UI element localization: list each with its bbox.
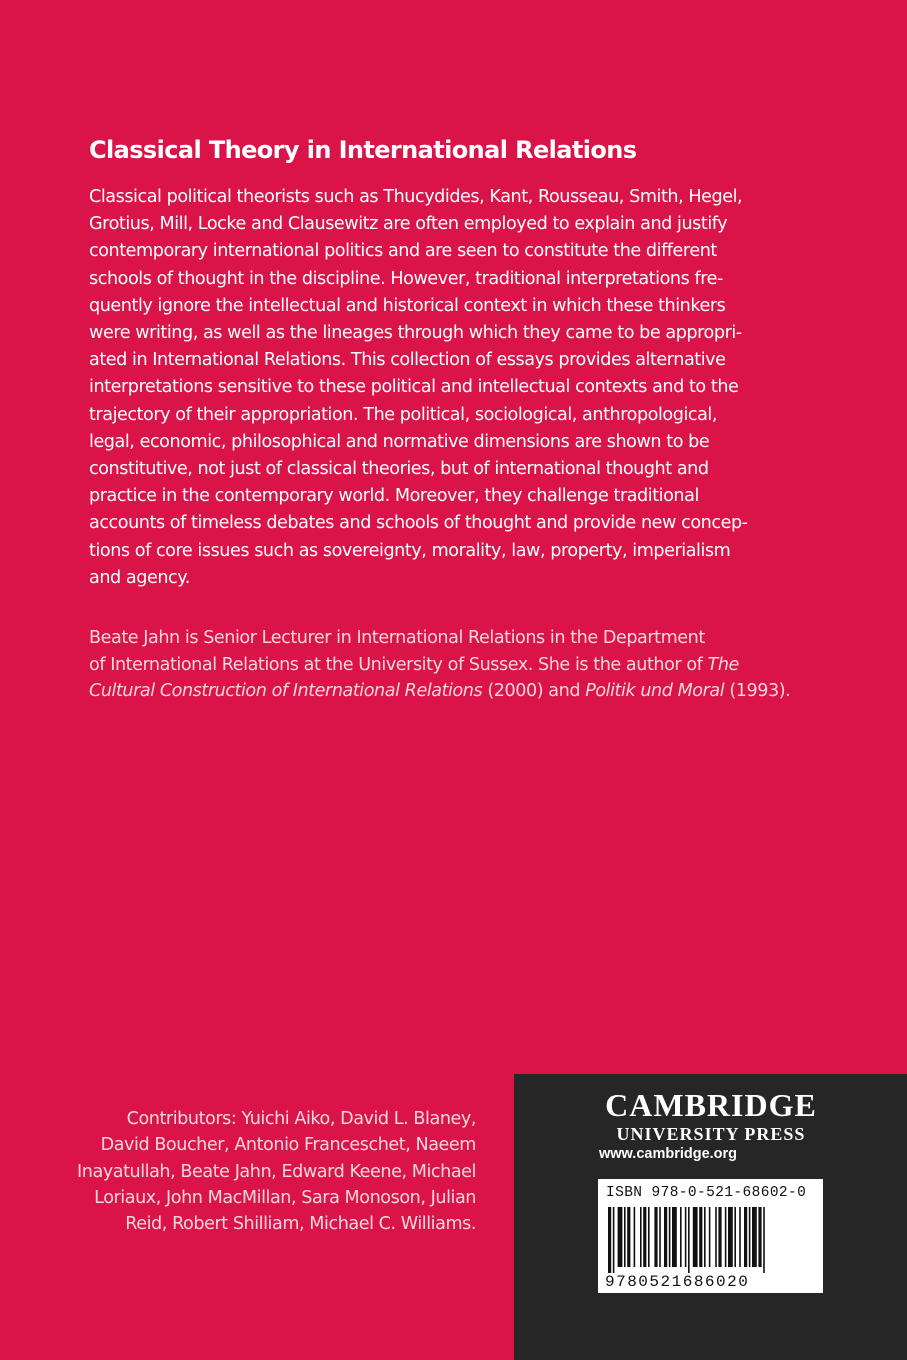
description-line: legal, economic, philosophical and normative dimensions are shown to be — [89, 431, 710, 452]
barcode-bar — [725, 1207, 727, 1267]
contributors-line: Inayatullah, Beate Jahn, Edward Keene, Michael — [77, 1161, 476, 1182]
barcode-bar — [688, 1207, 690, 1273]
barcode-bar — [624, 1207, 626, 1267]
editor-bio — [89, 625, 791, 705]
barcode-bar — [758, 1207, 761, 1267]
barcode-bar — [640, 1207, 642, 1267]
bio-book-title: Politik und Moral — [585, 681, 725, 701]
barcode-bar — [634, 1207, 636, 1267]
barcode-bar — [618, 1207, 623, 1267]
isbn-label: ISBN 978-0-521-68602-0 — [606, 1185, 807, 1201]
description-line: Grotius, Mill, Locke and Clausewitz are often employed to explain and justify — [89, 214, 728, 235]
barcode-bar — [715, 1207, 717, 1267]
barcode-bar — [744, 1207, 747, 1267]
bio-text: of International Relations at the University of Sussex. She is the author of — [89, 654, 708, 675]
bio-book-title: The — [707, 654, 739, 675]
description-line: practice in the contemporary world. Moreover, they challenge traditional — [89, 486, 699, 507]
barcode-bar — [664, 1207, 667, 1267]
contributors-line: Loriaux, John MacMillan, Sara Monoson, Julian — [94, 1187, 476, 1208]
description-line: Classical political theorists such as Thucydides, Kant, Rousseau, Smith, Hegel, — [89, 187, 743, 207]
contributors-line: Reid, Robert Shilliam, Michael C. Williams. — [125, 1214, 476, 1235]
barcode-bar — [699, 1207, 702, 1267]
description-line: ated in International Relations. This collection of essays provides alternative — [89, 350, 726, 371]
publisher-website: www.cambridge.org — [599, 1146, 738, 1162]
publisher-logo — [596, 1088, 826, 1144]
barcode-bar — [608, 1207, 611, 1273]
book-description — [89, 184, 748, 592]
barcode-bar — [693, 1207, 698, 1267]
barcode-bar — [734, 1207, 736, 1267]
contributors-line: David Boucher, Antonio Franceschet, Naeem — [100, 1135, 476, 1156]
publisher-subname: UNIVERSITY PRESS — [616, 1124, 806, 1144]
barcode-bar — [659, 1207, 661, 1267]
barcode-bar — [680, 1207, 682, 1267]
isbn-barcode-box — [598, 1179, 823, 1293]
bio-text: (2000) and — [482, 681, 586, 701]
description-line: accounts of timeless debates and schools of thought and provide new concep- — [89, 513, 748, 534]
barcode-bar — [704, 1207, 706, 1267]
barcode-bar — [648, 1207, 650, 1267]
barcode-bar — [709, 1207, 711, 1267]
book-title: Classical Theory in International Relations — [89, 136, 637, 164]
contributors-list — [77, 1106, 476, 1237]
barcode-bar — [654, 1207, 657, 1267]
barcode-bar — [627, 1207, 630, 1267]
description-line: were writing, as well as the lineages through which they came to be appropri- — [89, 323, 742, 344]
barcode-bar — [672, 1207, 677, 1267]
barcode-icon — [608, 1207, 813, 1273]
barcode-bar — [643, 1207, 646, 1267]
bio-line — [89, 678, 791, 705]
contributors-line: Contributors: Yuichi Aiko, David L. Blaney, — [126, 1109, 476, 1129]
description-line: tions of core issues such as sovereignty, morality, law, property, imperialism — [89, 540, 731, 561]
barcode-bar — [739, 1207, 741, 1267]
description-line: and agency. — [89, 567, 190, 588]
description-line: contemporary international politics and are seen to constitute the different — [89, 241, 717, 262]
barcode-bar — [728, 1207, 733, 1267]
barcode-bar — [685, 1207, 687, 1267]
bio-line — [89, 652, 769, 679]
description-line: constitutive, not just of classical theories, but of international thought and — [89, 459, 709, 480]
description-line: schools of thought in the discipline. However, traditional interpretations fre- — [89, 268, 723, 289]
barcode-bar — [718, 1207, 721, 1267]
barcode-bar — [752, 1207, 757, 1267]
bio-line: Beate Jahn is Senior Lecturer in International Relations in the Department — [89, 628, 705, 648]
publisher-panel — [514, 1074, 907, 1360]
barcode-digits: 9780521686020 — [605, 1273, 750, 1291]
description-line: trajectory of their appropriation. The political, sociological, anthropological, — [89, 404, 718, 425]
barcode-bar — [749, 1207, 751, 1267]
publisher-name: CAMBRIDGE — [605, 1087, 817, 1123]
barcode-bar — [669, 1207, 671, 1267]
barcode-bar — [763, 1207, 765, 1273]
description-line: interpretations sensitive to these political and intellectual contexts and to the — [89, 377, 739, 398]
description-line: quently ignore the intellectual and historical context in which these thinkers — [89, 295, 726, 316]
barcode-bar — [613, 1207, 615, 1273]
bio-book-title: Cultural Construction of International Relations — [89, 681, 483, 701]
bio-text: (1993). — [724, 681, 791, 701]
